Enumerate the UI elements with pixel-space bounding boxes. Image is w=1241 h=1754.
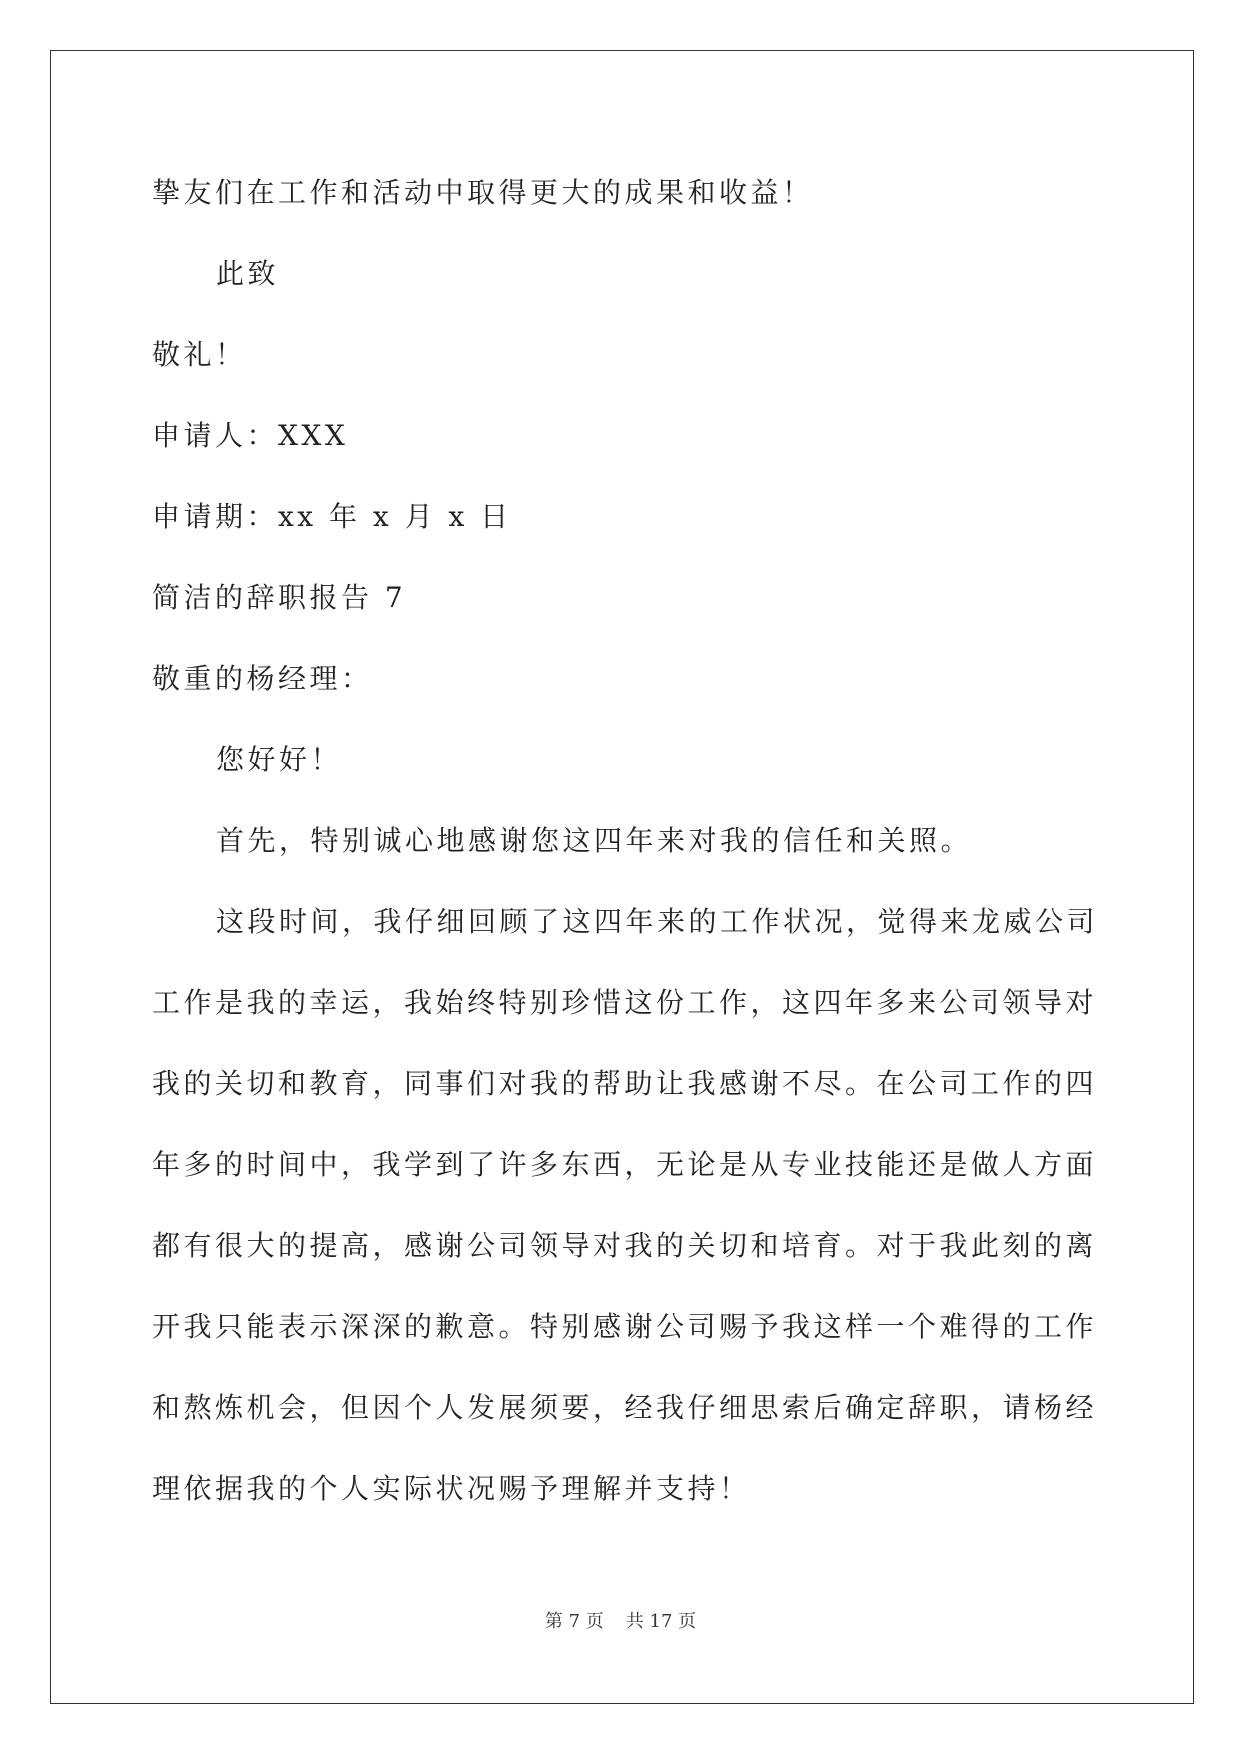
greeting: 您好好！ [216, 743, 343, 776]
paragraph-line: 年多的时间中，我学到了许多东西，无论是从专业技能还是做人方面 [152, 1148, 1098, 1181]
page-total: 共 17 页 [625, 1611, 697, 1632]
paragraph-line: 和熬炼机会，但因个人发展须要，经我仔细思索后确定辞职，请杨经 [152, 1391, 1098, 1424]
paragraph-line: 这段时间，我仔细回顾了这四年来的工作状况，觉得来龙威公司 [216, 905, 1099, 938]
paragraph-line: 工作是我的幸运，我始终特别珍惜这份工作，这四年多来公司领导对 [152, 986, 1098, 1019]
applicant-line: 申请人：XXX [152, 419, 349, 452]
paragraph-line: 我的关切和教育，同事们对我的帮助让我感谢不尽。在公司工作的四 [152, 1067, 1098, 1100]
page-border [50, 50, 1194, 1704]
paragraph-line: 都有很大的提高，感谢公司领导对我的关切和培育。对于我此刻的离 [152, 1229, 1098, 1262]
paragraph-line: 首先，特别诚心地感谢您这四年来对我的信任和关照。 [216, 824, 973, 857]
closing-salutation: 此致 [216, 257, 280, 290]
page-number: 第 7 页 [544, 1611, 604, 1632]
text-line: 挚友们在工作和活动中取得更大的成果和收益！ [152, 176, 814, 209]
section-title: 简洁的辞职报告 7 [152, 581, 407, 614]
page-footer [0, 1610, 1241, 1634]
greeting-addressee: 敬重的杨经理： [152, 662, 373, 695]
paragraph-line: 开我只能表示深深的歉意。特别感谢公司赐予我这样一个难得的工作 [152, 1310, 1098, 1343]
date-line: 申请期：xx 年 x 月 x 日 [152, 500, 512, 533]
closing-regards: 敬礼！ [152, 338, 247, 371]
paragraph-line: 理依据我的个人实际状况赐予理解并支持！ [152, 1472, 751, 1505]
